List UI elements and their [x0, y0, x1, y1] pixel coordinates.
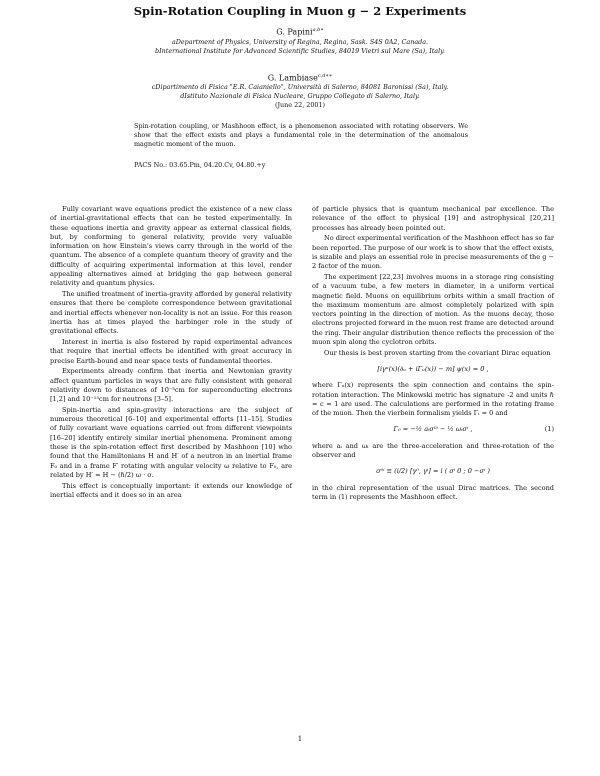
equation-1	[312, 425, 554, 434]
right-paragraph-5: where Γᵤ(x) represents the spin connection and contains the spin-rotation interaction. The Minkowski metric has signature -2 and units ℏ = c = 1 are used. The calculations are performed in the rotating frame of the muon. Then the vierbein formalism yields Γᵢ = 0 and	[312, 381, 554, 418]
author-2-name: G. Lambiase	[267, 73, 318, 83]
date: (June 22, 2001)	[274, 101, 326, 109]
abstract: Spin-rotation coupling, or Mashhoon effect, is a phenomenon associated with rotating observers. We show that the effect exists and plays a fundamental role in the determination of the anomalous magnetic moment of the muon.	[134, 122, 468, 149]
right-column	[312, 205, 554, 504]
author-1-marks: a,b∗	[312, 27, 324, 33]
affiliation-a: aDepartment of Physics, University of Regina, Regina, Sask. S4S 0A2, Canada.	[171, 38, 429, 46]
left-paragraph-3: Interest in inertia is also fostered by rapid experimental advances that require that inertial effects be identified with great accuracy in precise Earth-bound and near space tests of fundamental theories.	[50, 337, 292, 365]
right-paragraph-1: of particle physics that is quantum mechanical par excellence. The relevance of the effect to physical [19] and astrophysical [20,21] processes has already been pointed out.	[312, 205, 554, 232]
left-paragraph-4: Experiments already confirm that inertia and Newtonian gravity affect quantum particles in ways that are fully consistent with general relativity down to distances of 10⁻³cm for superconducting electrons [1,2] and 10⁻¹³cm for neutrons [3–5].	[50, 367, 292, 404]
left-paragraph-2: The unified treatment of inertia-gravity afforded by general relativity ensures that there be complete correspondence between gravitational and inertial effects whenever non-locality is not an issue. For this reason inertia has at times played the harbinger role in the study of gravitational effects.	[50, 290, 292, 336]
left-paragraph-1: Fully covariant wave equations predict the existence of a new class of inertial-gravitational effects that can be tested experimentally. In these equations inertia and gravity appear as external classical fields, but, by conforming to general relativity, provide very valuable information on how Einstein's views carry through in the world of the quantum. The absence of a complete quantum theory of gravity and the difficulty of acquiring experimental information at this level, render appealing alternatives aimed at bridging the gap between general relativity and quantum physics.	[50, 205, 292, 288]
paper-title: Spin-Rotation Coupling in Muon g − 2 Experiments	[133, 4, 467, 18]
affiliation-c: cDipartimento di Fisica "E.R. Caianiello", Università di Salerno, 84081 Baronissi (Sa), Italy.	[151, 83, 449, 91]
page-number: 1	[297, 735, 303, 743]
author-2-marks: c,d∗∗	[317, 73, 333, 79]
affiliation-b: bInternational Institute for Advanced Scientific Studies, 84019 Vietri sul Mare (Sa), Italy.	[155, 47, 445, 55]
equation-1-body: Γ₀ = −½ aᵢσ⁰ⁱ − ½ ωᵢσⁱ ,	[393, 425, 473, 434]
equation-1-number: (1)	[544, 425, 554, 434]
right-paragraph-3: The experiment [22,23] involves muons in a storage ring consisting of a vacuum tube, a few meters in diameter, in a uniform vertical magnetic field. Muons on equilibrium orbits within a small fraction of the maximum momentum are almost completely polarized with spin vectors pointing in the direction of motion. As the muons decay, those electrons projected forward in the muon rest frame are detected around the ring. Their angular distribution thence reflects the precession of the muon spin along the cyclotron orbits.	[312, 272, 554, 346]
author-2	[0, 71, 600, 84]
right-paragraph-4: Our thesis is best proven starting from the covariant Dirac equation	[324, 348, 551, 357]
right-paragraph-2: No direct experimental verification of the Mashhoon effect has so far been reported. The purpose of our work is to show that the effect exists, is sizable and plays an essential role in precise measurements of the g − 2 factor of the muon.	[312, 234, 554, 271]
left-column	[50, 205, 292, 502]
left-paragraph-5: Spin-inertia and spin-gravity interactions are the subject of numerous theoretical [6–10] and experimental efforts [11–15]. Studies of fully covariant wave equations carried out from different viewpoints [16–20] identify entirely similar inertial phenomena. Prominent among these is the spin-rotation effect first described by Mashhoon [10] who found that the Hamiltonians H and H′ of a neutron in an inertial frame F₀ and in a frame F′ rotating with angular velocity ω relative to F₀, are related by H′ = H − (ℏ/2) ω · σ.	[50, 405, 292, 479]
affiliation-d: dIstituto Nazionale di Fisica Nucleare, Gruppo Collegato di Salerno, Italy.	[180, 92, 420, 100]
right-paragraph-6: where aᵢ and ωᵢ are the three-acceleration and three-rotation of the observer and	[312, 441, 554, 459]
right-paragraph-7: in the chiral representation of the usual Dirac matrices. The second term in (1) represents the Mashhoon effect.	[312, 483, 554, 501]
equation-dirac: [iγᵘ(x)(∂ᵤ + iΓᵤ(x)) − m] ψ(x) = 0 ,	[377, 365, 489, 373]
author-1-name: G. Papini	[276, 27, 313, 37]
left-paragraph-6: This effect is conceptually important: it extends our knowledge of inertial effects and it does so in an area	[50, 481, 292, 499]
equation-sigma: σ⁰ⁱ ≡ (i/2) [γ⁰, γⁱ] = i ( σⁱ 0 ; 0 −σⁱ )	[376, 467, 490, 476]
author-1	[0, 25, 600, 38]
pacs-numbers: PACS No.: 03.65.Pm, 04.20.Cv, 04.80.+y	[134, 161, 266, 169]
